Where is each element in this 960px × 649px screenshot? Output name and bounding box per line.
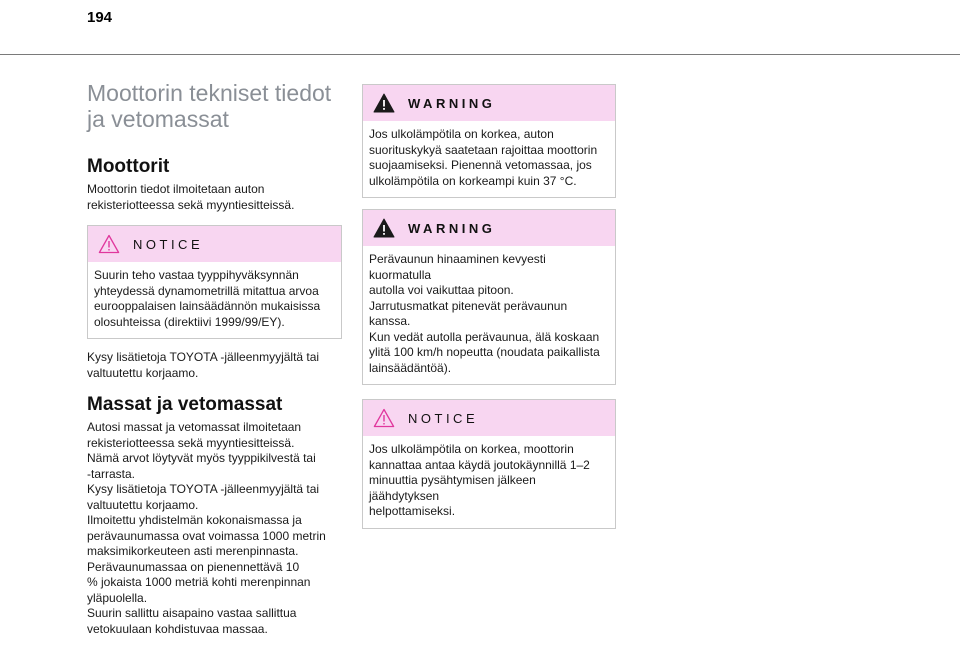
warning-label: WARNING (408, 220, 496, 236)
section-heading-engines: Moottorit (87, 156, 170, 177)
right-column (362, 84, 616, 529)
warning-triangle-icon (373, 93, 395, 113)
notice-warning-triangle-icon (98, 234, 120, 254)
warning-header (363, 85, 615, 121)
notice-header (363, 400, 615, 436)
masses-text: Autosi massat ja vetomassat ilmoitetaan rekisteriotteessa sekä myyntiesitteissä. Nämä arvot löytyvät myös tyyppikilvestä tai -tarrasta. Kysy lisätietoja TOYOTA -jälleenmyyjältä tai valtuutettu korjaamo. Ilmoitettu yhdistelmän kokonaismassa ja perävaunumassa ovat voimassa 1000 metrin maksimikorkeuteen asti merenpinnasta. Perävaunumassaa on pienennettävä 10 % jokaista 1000 metriä kohti merenpinnan yläpuolella. Suurin sallittu aisapaino vastaa sallittua vetokuulaan kohdistuvaa massaa. (87, 420, 326, 636)
notice-header (88, 226, 341, 262)
notice-box-engine-power (87, 225, 342, 339)
section-heading-masses: Massat ja vetomassat (87, 394, 283, 415)
header-divider (0, 54, 960, 55)
warning-box-high-temperature (362, 84, 616, 198)
warning-text: Jos ulkolämpötila on korkea, auton suorituskykyä saatetaan rajoittaa moottorin suojaamiseksi. Pienennä vetomassaa, jos ulkolämpötila on korkeampi kuin 37 °C. (369, 127, 598, 188)
page-number: 194 (87, 9, 113, 26)
notice-text: Jos ulkolämpötila on korkea, moottorin kannattaa antaa käydä joutokäynnillä 1–2 minuuttia pysähtymisen jälkeen jäähdytyksen helpottamiseksi. (369, 442, 590, 518)
left-column (87, 80, 342, 637)
notice-text: Suurin teho vastaa tyyppihyväksynnän yhteydessä dynamometrillä mitattua arvoa eurooppalaisen lainsäädännön mukaisissa olosuhteissa (direktiivi 1999/99/EY). (94, 268, 321, 329)
warning-label: WARNING (408, 95, 496, 111)
notice-box-idling (362, 399, 616, 529)
notice-label: NOTICE (133, 236, 204, 252)
notice-warning-triangle-icon (373, 408, 395, 428)
dealer-info-text: Kysy lisätietoja TOYOTA -jälleenmyyjältä tai valtuutettu korjaamo. (87, 350, 320, 380)
warning-text: Perävaunun hinaaminen kevyesti kuormatulla autolla voi vaikuttaa pitoon. Jarrutusmatkat pitenevät perävaunun kanssa. Kun vedät autolla perävaunua, älä koskaan ylitä 100 km/h nopeutta (noudata paikallista lainsäädäntöä). (369, 252, 600, 375)
warning-header (363, 210, 615, 246)
chapter-title: Moottorin tekniset tiedot ja vetomassat (87, 80, 332, 132)
engines-text: Moottorin tiedot ilmoitetaan auton rekisteriotteessa sekä myyntiesitteissä. (87, 182, 295, 212)
warning-box-towing (362, 209, 616, 385)
warning-triangle-icon (373, 218, 395, 238)
notice-label: NOTICE (408, 410, 479, 426)
